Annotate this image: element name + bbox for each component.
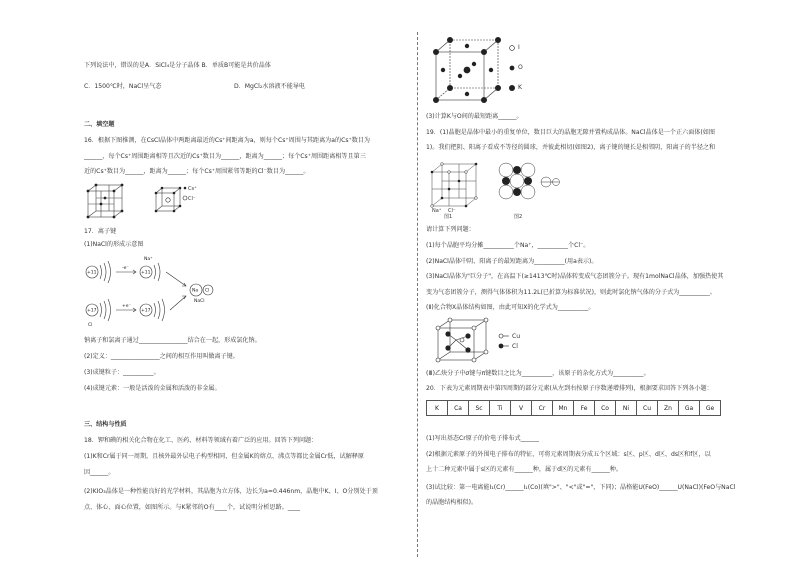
q19-part4: (Ⅱ)化合物X晶体结构如图，由此可知X的化学式为__________。 xyxy=(426,304,595,311)
q16-line2: ______，每个Cs⁺周围距离相等且次近的Cs⁺数目为______，距离为______；每个Cs⁺周围距离相等且第三 xyxy=(84,153,366,160)
element-cell: Cr xyxy=(532,401,553,416)
element-cell: Ga xyxy=(679,401,700,416)
na-ion-label: Na⁺ xyxy=(144,257,153,262)
figure1-legend-cl: Cl⁻ xyxy=(448,208,456,214)
legend-iodine: I xyxy=(518,44,520,51)
legend-chlorine: Cl xyxy=(512,343,518,350)
q16-line3: 近的Cs⁺数目为______，距离为______；每个Cs⁺周围紧邻等距的Cl⁻数目为______。 xyxy=(84,168,310,175)
q18-part3: (3)计算K与O间的最短距离______。 xyxy=(426,113,523,120)
q17-fill: 钠离子和氯离子通过________________结合在一起，形成氯化钠。 xyxy=(84,337,261,344)
cl-nucleus-label: +17 xyxy=(87,308,97,314)
compound-x-legend-markers xyxy=(498,332,512,352)
q17-part3: (3)成键粒子：__________。 xyxy=(84,369,160,376)
figure2-caption: 图2 xyxy=(514,214,523,220)
nacl-formation-diagram xyxy=(84,252,224,328)
q19-part1: (1)每个晶胞平均分摊__________个Na⁺，__________个Cl⁻。 xyxy=(426,242,590,249)
element-cell: Mn xyxy=(553,401,574,416)
element-cell: Sc xyxy=(469,401,490,416)
element-cell: K xyxy=(427,401,448,416)
q19-part3-line1: (3)NaCl晶体为"巨分子"，在高温下(≥1413℃时)晶体转变成气态团簇分子。现有1molNaCl晶体，加强热使其 xyxy=(426,273,724,280)
na-ion-nucleus-label: +11 xyxy=(141,270,151,276)
figure1-caption: 图1 xyxy=(444,214,453,220)
compound-x-structure xyxy=(434,318,494,362)
choice-option-c: C．1500℃时，NaCl呈气态 xyxy=(84,83,162,90)
legend-oxygen: O xyxy=(518,64,523,71)
section-heading-fill-blank: 二、填空题 xyxy=(84,121,115,128)
q17-part1: (1)NaCl的形成示意图 xyxy=(84,241,144,248)
cl-ion-nucleus-label: +17 xyxy=(141,308,151,314)
q19-line2: 1)。我们把阴、阳离子看成不等径的圆球，并彼此相切(如图2)，离子键的键长是相邻阴、阳离子的半径之和 xyxy=(426,144,716,151)
q18-part2-line1: (2)KIO₃晶体是一种性能良好的光学材料，其晶胞为立方体，边长为a=0.446nm，晶胞中K、I、O分别处于顶 xyxy=(84,488,378,495)
na-in-crystal-label: Na xyxy=(192,288,199,294)
q20-stem: 20．下表为元素周期表中第四周期的部分元素(从左到右按原子序数递增排列)，根据要求回答下列各小题： xyxy=(426,385,713,392)
element-cell: Ti xyxy=(490,401,511,416)
legend-copper: Cu xyxy=(512,333,521,340)
element-cell: Ge xyxy=(700,401,721,416)
cl-in-crystal-label: Cl xyxy=(205,288,210,294)
element-cell: Fe xyxy=(574,401,595,416)
q19-line1: 19．(1)晶胞是晶体中最小的重复单位，数目巨大的晶胞无隙并置构成晶体。NaCl晶体是一个正六面体(如图 xyxy=(426,129,715,136)
q20-part2-line2: 上十二种元素中属于s区的元素有______种，属于d区的元素有______种。 xyxy=(426,466,622,473)
choice-option-d: D．MgCl₂水溶液不能导电 xyxy=(234,83,305,90)
q19-part3-line2: 变为气态团簇分子，测得气体体积为11.2L(已折算为标准状况)，则此时氯化钠气体的分子式为__________。 xyxy=(426,289,716,296)
periodic-table-row4 xyxy=(426,400,721,416)
nacl-product-label: NaCl xyxy=(194,299,205,304)
column-divider xyxy=(417,32,418,557)
legend-cl: Cl⁻ xyxy=(188,196,196,202)
kio3-legend-markers xyxy=(508,44,516,94)
na-nucleus-label: +11 xyxy=(87,270,97,276)
lose-electron-label: -e⁻ xyxy=(122,266,129,271)
element-cell: Cu xyxy=(637,401,658,416)
element-cell: Ni xyxy=(616,401,637,416)
legend-potassium: K xyxy=(518,84,522,91)
section-heading-structure: 三、结构与性质 xyxy=(84,421,127,428)
q20-part3-line2: 的晶胞结构相似)。 xyxy=(426,499,478,506)
q19-part5: (Ⅲ)乙炔分子中σ键与π键数目之比为__________，该原子的杂化方式为__________。 xyxy=(426,370,650,377)
kio3-unit-cell xyxy=(432,36,502,106)
q20-part3-line1: (3)试比较：第一电离能I₁(Cr)______I₁(Co)(填">"、"<"或"="，下同)；晶格能U(FeO)______U(NaCl)(FeO与NaCl xyxy=(426,484,736,491)
q19-calc-intro: 请计算下列问题： xyxy=(426,226,475,233)
element-cell: Co xyxy=(595,401,616,416)
figure1-legend-na: Na⁺ xyxy=(432,208,442,214)
q20-part1: (1)写出基态Cr原子的价电子排布式______ xyxy=(426,435,539,442)
q19-part2: (2)NaCl晶体中阴、阳离子的最短距离为__________(用a表示)。 xyxy=(426,258,598,265)
q17-title: 17．离子键 xyxy=(84,228,117,235)
choice-question-stem: 下列说法中，错误的是A．SiCl₄是分子晶体 B．单质B可能是共价晶体 xyxy=(84,62,271,69)
element-cell: Zn xyxy=(658,401,679,416)
legend-cs: Cs⁺ xyxy=(188,186,197,192)
q17-part2: (2)定义：________________之间的相互作用叫做离子键。 xyxy=(84,353,239,360)
gain-electron-label: +e⁻ xyxy=(122,304,131,309)
q18-part2-line2: 点、体心、面心位置，如图所示。与K紧邻的O有____个，试说明分析思路。____ xyxy=(84,504,300,511)
element-cell: V xyxy=(511,401,532,416)
q17-part4: (4)成键元素：一般是活泼的金属和活泼的非金属。 xyxy=(84,385,221,392)
q18-part1-line1: (1)K和Cr属于同一周期，且核外最外层电子构型相同，但金属K的熔点、沸点等都比金属Cr低，试解释原 xyxy=(84,453,364,460)
cl-atom-label: Cl xyxy=(88,323,93,328)
q18-part1-line2: 因______。 xyxy=(84,469,115,476)
element-cell: Ca xyxy=(448,401,469,416)
q16-line1: 16．根据下图推测，在CsCl晶体中两距离最近的Cs⁺间距离为a，则每个Cs⁺周围与其距离为a的Cs⁺数目为 xyxy=(84,137,371,144)
q20-part2-line1: (2)根据元素原子的外围电子排布的特征，可将元素周期表分成五个区域：s区、p区、d区、ds区和f区，以 xyxy=(426,451,711,458)
q18-stem: 18．钾和碘的相关化合物在化工、医药、材料等领域有着广泛的应用。回答下列问题： xyxy=(84,437,318,444)
